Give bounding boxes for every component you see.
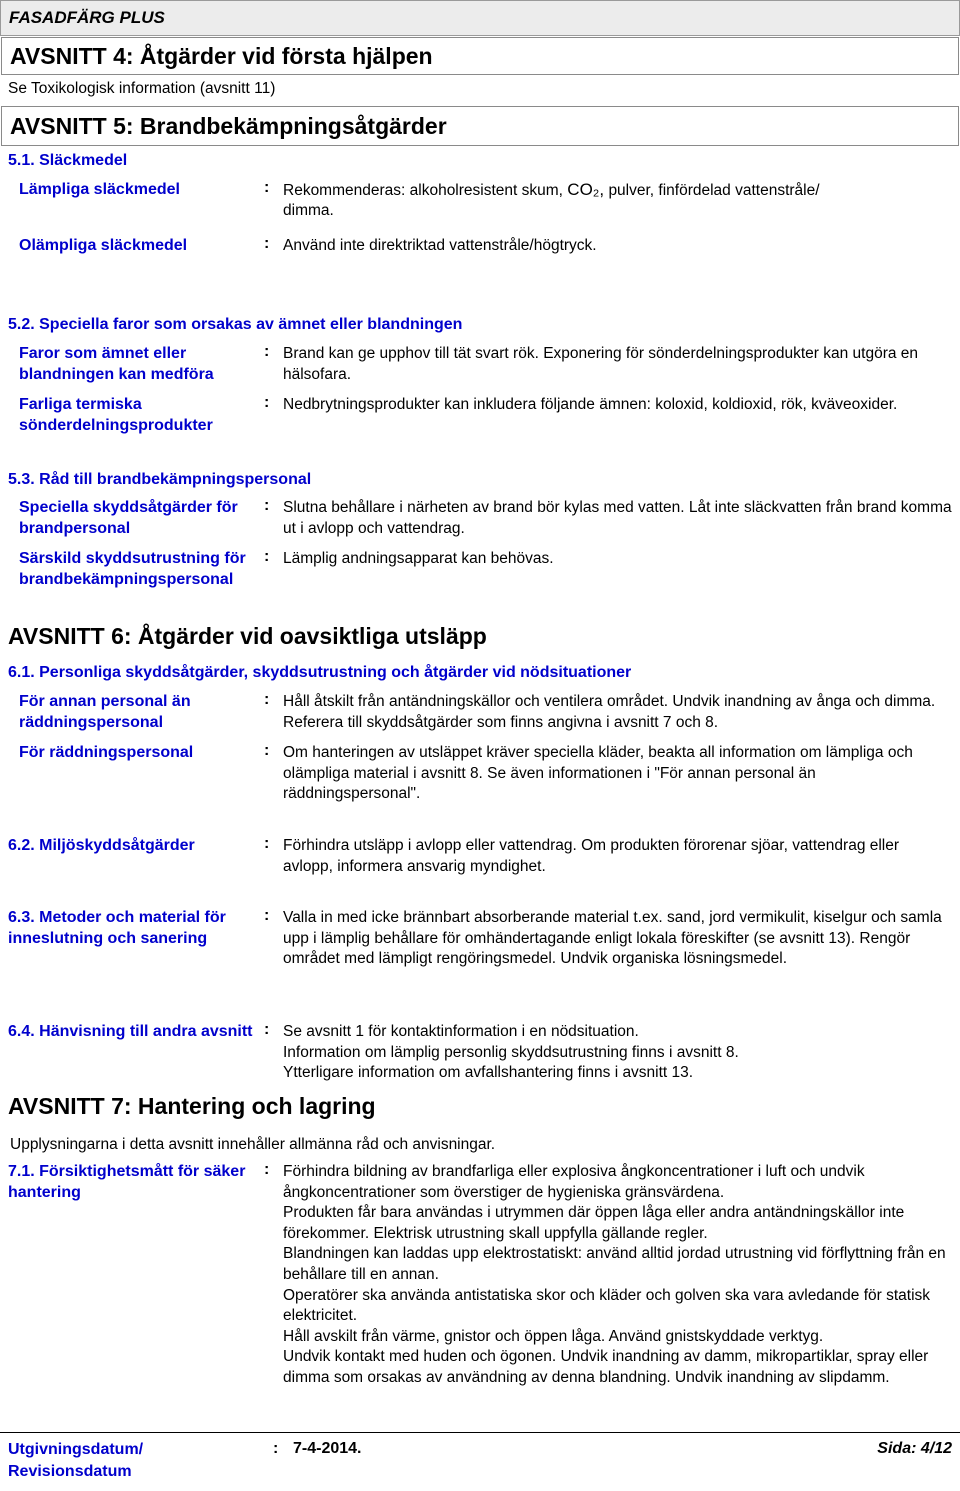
row-label: Lämpliga släckmedel — [19, 181, 180, 198]
value-line: Se avsnitt 1 för kontaktinformation i en nödsituation. — [283, 1023, 639, 1040]
value-part: Rekommenderas: alkoholresistent skum, — [283, 182, 563, 199]
row-value: Brand kan ge upphov till tät svart rök. Exponering för sönderdelningsprodukter kan utgöra en hälsofara. — [283, 345, 919, 383]
footer-date: 7-4-2014. — [293, 1440, 362, 1457]
row-value: Håll åtskilt från antändningskällor och ventilera området. Undvik inandning av ånga och dimma. Referera till skyddsåtgärder som finns angivna i avsnitt 7 och 8. — [283, 693, 936, 731]
row-value: Använd inte direktriktad vattenstråle/högtryck. — [283, 237, 597, 254]
section-7-note: Upplysningarna i detta avsnitt innehåller allmänna råd och anvisningar. — [10, 1136, 496, 1153]
co2-formula: CO₂, — [567, 180, 605, 199]
subsection-6-1: 6.1. Personliga skyddsåtgärder, skyddsutrustning och åtgärder vid nödsituationer — [8, 664, 632, 681]
value-paragraph: Produkten får bara användas i utrymmen där öppen låga eller andra antändningskällor inte förekommer. Elektrisk utrustning skall uppfylla gällande regler. — [283, 1204, 905, 1242]
product-name: FASADFÄRG PLUS — [9, 8, 165, 27]
value-line: Ytterligare information om avfallshantering finns i avsnitt 13. — [283, 1064, 694, 1082]
row-label: Olämpliga släckmedel — [19, 237, 188, 254]
header-bar — [0, 0, 960, 36]
row-label: Särskild skyddsutrustning för brandbekämpningspersonal — [19, 550, 246, 588]
value-paragraph: Operatörer ska använda antistatiska skor och kläder och golven ska vara avledande för statisk elektricitet. — [283, 1286, 931, 1325]
section-7-title: AVSNITT 7: Hantering och lagring — [8, 1093, 376, 1119]
value-paragraph: Blandningen kan laddas upp elektrostatiskt: använd alltid jordad utrustning vid förflyttning från en behållare till en annan. — [283, 1245, 946, 1283]
section-5-title: AVSNITT 5: Brandbekämpningsåtgärder — [10, 113, 447, 139]
row-label: Speciella skyddsåtgärder för brandpersonal — [19, 499, 238, 537]
row-separator: : — [264, 1161, 270, 1178]
row-value: Förhindra utsläpp i avlopp eller vattendrag. Om produkten förorenar sjöar, vattendrag eller avlopp, informera ansvarig myndighet. — [283, 837, 900, 875]
subsection-7-1: 7.1. Försiktighetsmått för säker hantering — [8, 1163, 246, 1201]
row-value: Valla in med icke brännbart absorberande material t.ex. sand, jord vermikulit, kiselgur och samla upp i lämplig behållare för omhändertagande enligt lokala föreskifter (se avsnitt 13). Rengör området med lämpligt rengöringsmedel. Undvik organiska lösningsmedel. — [283, 909, 942, 968]
section-4-title: AVSNITT 4: Åtgärder vid första hjälpen — [10, 43, 433, 69]
value-paragraph: Håll avskilt från värme, gnistor och öppen låga. Använd gnistskyddade verktyg. — [283, 1327, 824, 1345]
row-label: Faror som ämnet eller blandningen kan medföra — [19, 345, 214, 383]
subsection-6-4: 6.4. Hänvisning till andra avsnitt — [8, 1023, 253, 1040]
row-label: För räddningspersonal — [19, 744, 194, 761]
row-value-continued: dimma. — [283, 202, 334, 219]
row-separator: : — [264, 907, 270, 924]
row-value: Lämplig andningsapparat kan behövas. — [283, 550, 554, 567]
row-separator: : — [264, 343, 270, 360]
row-separator: : — [264, 1021, 270, 1038]
section-6-title: AVSNITT 6: Åtgärder vid oavsiktliga utsläpp — [8, 623, 487, 649]
row-value: Om hanteringen av utsläppet kräver speciella kläder, beakta all information om lämpliga och olämpliga material i avsnitt 8. Se även informationen i "För annan personal än räddningspersonal". — [283, 744, 913, 803]
row-separator: : — [264, 691, 270, 708]
footer-divider — [0, 1432, 960, 1433]
row-separator: : — [264, 497, 270, 514]
row-value — [283, 1022, 955, 1084]
subsection-6-2: 6.2. Miljöskyddsåtgärder — [8, 837, 195, 854]
row-separator: : — [264, 179, 270, 196]
value-part: pulver, finfördelad vattenstråle/ — [608, 182, 820, 199]
value-paragraph: Undvik kontakt med huden och ögonen. Undvik inandning av damm, mikropartiklar, spray eller dimma som orsakas av användning av denna blandning. Undvik inandning av slipdamm. — [283, 1348, 929, 1386]
subsection-5-1: 5.1. Släckmedel — [8, 152, 128, 169]
page-number: Sida: 4/12 — [877, 1440, 952, 1457]
subsection-5-3: 5.3. Råd till brandbekämpningspersonal — [8, 471, 312, 488]
row-separator: : — [264, 835, 270, 852]
subsection-6-3: 6.3. Metoder och material för inneslutning och sanering — [8, 909, 226, 947]
section-5-header — [1, 106, 959, 146]
row-separator: : — [264, 548, 270, 565]
row-label: Farliga termiska sönderdelningsprodukter — [19, 396, 213, 434]
section-4-note: Se Toxikologisk information (avsnitt 11) — [8, 80, 276, 97]
row-value — [283, 1162, 955, 1389]
row-separator: : — [264, 742, 270, 759]
subsection-5-2: 5.2. Speciella faror som orsakas av ämnet eller blandningen — [8, 316, 463, 333]
footer-label-line: Utgivningsdatum/ — [8, 1441, 144, 1458]
footer-date-label — [8, 1439, 143, 1483]
row-label: För annan personal än räddningspersonal — [19, 693, 191, 731]
row-separator: : — [264, 235, 270, 252]
section-4-header — [1, 37, 959, 75]
footer-colon: : — [273, 1440, 279, 1457]
row-value — [283, 180, 953, 202]
value-paragraph: Förhindra bildning av brandfarliga eller explosiva ångkoncentrationer i luft och undvik ångkoncentrationer som överstiger de hygieniska gränsvärdena. — [283, 1163, 865, 1201]
row-value: Nedbrytningsprodukter kan inkludera följande ämnen: koloxid, koldioxid, rök, kväveoxider. — [283, 396, 898, 413]
footer-label-line: Revisionsdatum — [8, 1463, 132, 1480]
value-line: Information om lämplig personlig skyddsutrustning finns i avsnitt 8. — [283, 1043, 739, 1061]
row-separator: : — [264, 394, 270, 411]
row-value: Slutna behållare i närheten av brand bör kylas med vatten. Låt inte släckvatten från brand komma ut i avlopp och vattendrag. — [283, 499, 952, 537]
